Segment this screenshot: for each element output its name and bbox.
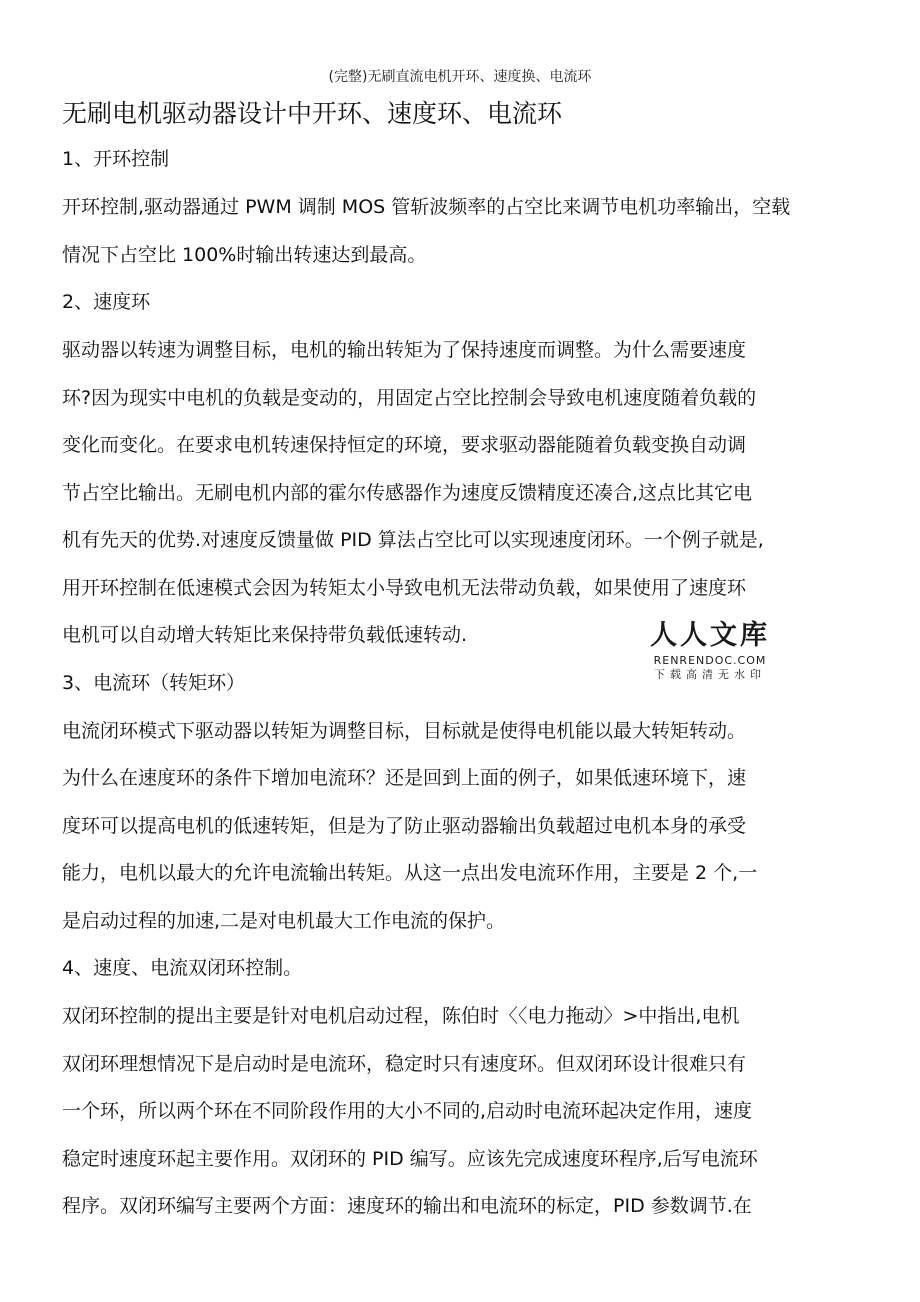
watermark-tagline: 下载高清无水印 [654,668,766,681]
section-heading: 3、电流环（转矩环） [62,671,246,694]
paragraph-line: 情况下占空比 100%时输出转速达到最高。 [62,243,427,266]
document-body [62,142,862,1237]
paragraph-line: 稳定时速度环起主要作用。双闭环的 PID 编写。应该先完成速度环程序,后写电流环 [62,1147,758,1170]
paragraph-line: 节占空比输出。无刷电机内部的霍尔传感器作为速度反馈精度还凑合,这点比其它电 [62,481,753,504]
paragraph-line: 驱动器以转速为调整目标，电机的输出转矩为了保持速度而调整。为什么需要速度 [62,339,747,361]
paragraph-line: 双闭环控制的提出主要是针对电机启动过程，陈伯时〈〈电力拖动〉>中指出,电机 [62,1005,740,1027]
paragraph-line: 电机可以自动增大转矩比来保持带负载低速转动. [62,624,468,646]
paragraph-line: 为什么在速度环的条件下增加电流环？还是回到上面的例子，如果低速环境下，速 [62,767,747,789]
paragraph-line: 环?因为现实中电机的负载是变动的，用固定占空比控制会导致电机速度随着负载的 [62,386,757,409]
paragraph-line: 机有先天的优势.对速度反馈量做 PID 算法占空比可以实现速度闭环。一个例子就是, [62,529,764,551]
paragraph-line: 能力，电机以最大的允许电流输出转矩。从这一点出发电流环作用，主要是 2 个,一 [62,862,758,884]
paragraph-line: 用开环控制在低速模式会因为转矩太小导致电机无法带动负载，如果使用了速度环 [62,576,747,599]
watermark-logo [647,620,773,682]
section-heading: 1、开环控制 [62,148,170,170]
section-heading: 4、速度、电流双闭环控制。 [62,957,303,979]
section-speed-loop [62,285,862,666]
paragraph-line: 一个环，所以两个环在不同阶段作用的大小不同的,启动时电流环起决定作用，速度 [62,1100,753,1122]
page-header: (完整)无刷直流电机开环、速度换、电流环 [328,69,592,85]
document-title: 无刷电机驱动器设计中开环、速度环、电流环 [62,99,563,128]
paragraph-line: 程序。双闭环编写主要两个方面：速度环的输出和电流环的标定，PID 参数调节.在 [62,1195,752,1217]
section-open-loop [62,142,862,285]
section-heading: 2、速度环 [62,291,151,313]
paragraph-line: 电流闭环模式下驱动器以转矩为调整目标，目标就是使得电机能以最大转矩转动。 [62,719,747,742]
watermark-title: 人人文库 [650,620,770,651]
paragraph-line: 开环控制,驱动器通过 PWM 调制 MOS 管斩波频率的占空比来调节电机功率输出，空载 [62,196,791,218]
paragraph-line: 变化而变化。在要求电机转速保持恒定的环境，要求驱动器能随着负载变换自动调 [62,434,747,456]
paragraph-line: 是启动过程的加速,二是对电机最大工作电流的保护。 [62,909,506,932]
watermark-domain: RENRENDOC.COM [653,654,767,667]
paragraph-line: 双闭环理想情况下是启动时是电流环，稳定时只有速度环。但双闭环设计很难只有 [62,1052,747,1075]
paragraph-line: 度环可以提高电机的低速转矩，但是为了防止驱动器输出负载超过电机本身的承受 [62,814,747,837]
section-dual-loop [62,951,862,1237]
section-current-loop [62,666,862,952]
